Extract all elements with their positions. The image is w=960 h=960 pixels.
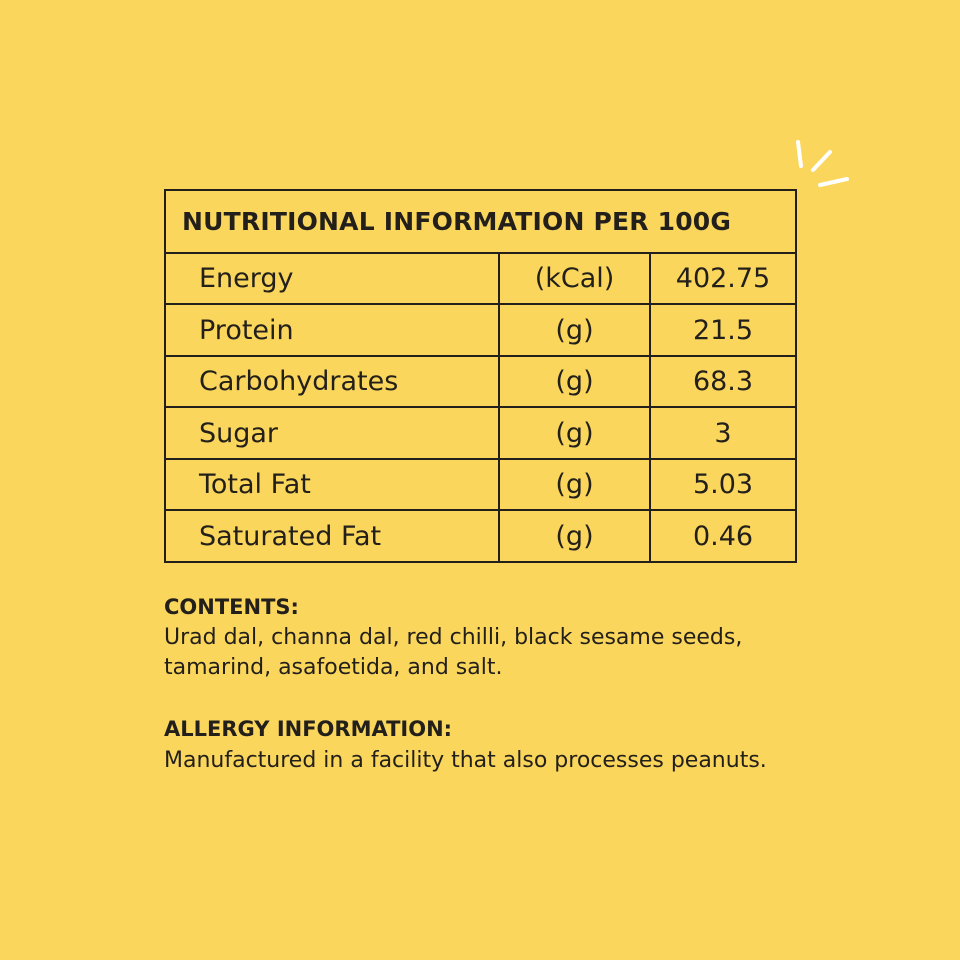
nutrient-name: Energy — [165, 253, 499, 305]
nutrient-unit: (kCal) — [499, 253, 650, 305]
nutrient-name: Saturated Fat — [165, 510, 499, 562]
nutrient-value: 5.03 — [650, 459, 796, 511]
contents-line: Urad dal, channa dal, red chilli, black sesame seeds, — [164, 625, 743, 650]
table-row — [165, 253, 796, 305]
table-row — [165, 356, 796, 408]
nutrition-title-row — [165, 190, 796, 253]
allergy-heading: ALLERGY INFORMATION: — [164, 717, 453, 741]
contents-text — [164, 623, 864, 683]
nutrient-value: 3 — [650, 407, 796, 459]
nutrient-value: 21.5 — [650, 304, 796, 356]
nutrient-name: Carbohydrates — [165, 356, 499, 408]
nutrient-unit: (g) — [499, 407, 650, 459]
contents-heading: CONTENTS: — [164, 595, 299, 619]
nutrient-unit: (g) — [499, 459, 650, 511]
nutrient-name: Sugar — [165, 407, 499, 459]
table-row — [165, 459, 796, 511]
table-row — [165, 407, 796, 459]
table-row — [165, 304, 796, 356]
nutrient-value: 68.3 — [650, 356, 796, 408]
contents-line: tamarind, asafoetida, and salt. — [164, 655, 503, 680]
nutrient-value: 402.75 — [650, 253, 796, 305]
nutrient-value: 0.46 — [650, 510, 796, 562]
nutrient-name: Protein — [165, 304, 499, 356]
nutrient-name: Total Fat — [165, 459, 499, 511]
nutrition-title: NUTRITIONAL INFORMATION PER 100G — [165, 190, 796, 253]
nutrition-table — [164, 189, 797, 563]
nutrient-unit: (g) — [499, 304, 650, 356]
allergy-text: Manufactured in a facility that also processes peanuts. — [164, 748, 767, 773]
nutrient-unit: (g) — [499, 356, 650, 408]
table-row — [165, 510, 796, 562]
nutrient-unit: (g) — [499, 510, 650, 562]
